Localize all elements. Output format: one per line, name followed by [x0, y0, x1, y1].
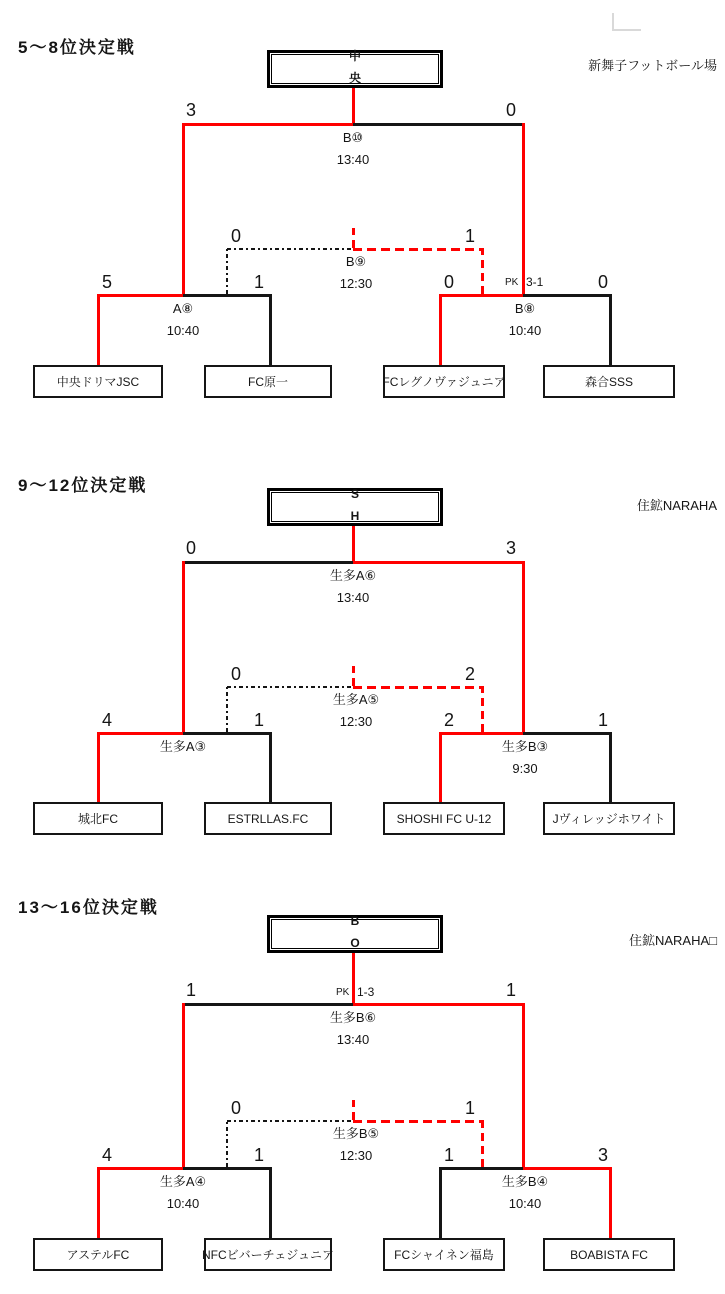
final-left-score: 3: [186, 100, 197, 120]
final-right-vertical: [522, 123, 525, 294]
team-box: BOABISTA FC: [543, 1238, 675, 1271]
semi-right-line-right: [523, 1167, 610, 1170]
consolation-line-left: [227, 686, 353, 688]
consolation-winner-tick: [352, 228, 355, 248]
consolation-line-right: [353, 248, 482, 251]
bracket-title: 13～16位決定戦: [18, 898, 159, 917]
final-match-time: 13:40: [336, 1032, 370, 1047]
final-winner-stem: [352, 526, 355, 561]
semi-left-right-score: 1: [254, 1145, 265, 1165]
champion-name: [267, 483, 443, 527]
semi-left-match-label: 生多A④: [159, 1174, 207, 1189]
consolation-left-vertical: [226, 248, 228, 294]
consolation-match-time: 12:30: [339, 1148, 373, 1163]
semi-right-match-time: 10:40: [508, 323, 542, 338]
consolation-right-vertical: [481, 248, 484, 294]
consolation-left-score: 0: [231, 226, 242, 246]
consolation-left-vertical: [226, 686, 228, 732]
champion-line2: O: [350, 936, 360, 950]
final-left-vertical: [182, 1003, 185, 1167]
team2-line: [269, 1167, 272, 1238]
champion-line2: 央: [348, 71, 361, 85]
bracket-title: 5～8位決定戦: [18, 38, 136, 57]
team2-line: [269, 294, 272, 365]
final-right-vertical: [522, 561, 525, 732]
semi-right-line-right: [523, 294, 610, 297]
semi-left-line-right: [183, 294, 270, 297]
semi-right-left-score: 1: [444, 1145, 455, 1165]
semi-left-line-left: [98, 1167, 183, 1170]
consolation-right-vertical: [481, 686, 484, 732]
team1-line: [97, 732, 100, 802]
semi-right-line-left: [440, 294, 523, 297]
semi-left-match-label: 生多A③: [159, 739, 207, 754]
consolation-line-right: [353, 1120, 482, 1123]
final-line-left: [183, 561, 353, 564]
pk-score: 3-1: [526, 275, 544, 289]
consolation-match-label: B⑨: [345, 254, 367, 269]
consolation-line-left: [227, 1120, 353, 1122]
pk-score: 1-3: [357, 985, 375, 999]
bracket-13-16: [0, 893, 725, 1294]
team-box: FC原一: [204, 365, 332, 398]
final-right-score: 1: [506, 980, 517, 1000]
page-corner-mark: [612, 13, 614, 30]
consolation-line-right: [353, 686, 482, 689]
final-right-score: 0: [506, 100, 517, 120]
bracket-title: 9～12位決定戦: [18, 476, 148, 495]
semi-left-right-score: 1: [254, 710, 265, 730]
semi-right-right-score: 1: [598, 710, 609, 730]
champion-name: [267, 45, 443, 89]
team4-line: [609, 1167, 612, 1238]
page-corner-mark: [612, 29, 641, 31]
final-winner-stem: [352, 88, 355, 123]
consolation-left-score: 0: [231, 1098, 242, 1118]
bracket-9-12: [0, 471, 725, 881]
semi-left-left-score: 4: [102, 1145, 113, 1165]
team3-line: [439, 294, 442, 365]
team-box: 森合SSS: [543, 365, 675, 398]
champion-line1: S: [350, 487, 359, 501]
team-box: Jヴィレッジホワイト: [543, 802, 675, 835]
champion-line1: B: [350, 914, 360, 928]
team4-line: [609, 732, 612, 802]
bracket-5-8: [0, 33, 725, 443]
venue-label: 住鉱NARAHA□: [628, 933, 717, 948]
venue-label: 住鉱NARAHA: [636, 498, 717, 513]
semi-left-line-right: [183, 732, 270, 735]
consolation-match-label: 生多B⑤: [332, 1126, 380, 1141]
semi-right-match-time: 10:40: [508, 1196, 542, 1211]
final-left-score: 0: [186, 538, 197, 558]
final-line-right: [353, 561, 523, 564]
team2-line: [269, 732, 272, 802]
consolation-winner-tick: [352, 1100, 355, 1120]
semi-right-line-left: [440, 732, 523, 735]
pk-label: PK: [505, 277, 519, 288]
semi-right-match-label: 生多B④: [501, 1174, 549, 1189]
semi-right-left-score: 2: [444, 710, 455, 730]
team-box: 城北FC: [33, 802, 163, 835]
consolation-match-time: 12:30: [339, 714, 373, 729]
semi-left-match-time: 10:40: [166, 323, 200, 338]
semi-right-right-score: 0: [598, 272, 609, 292]
semi-right-match-label: B⑧: [514, 301, 536, 316]
semi-left-line-left: [98, 294, 183, 297]
semi-right-right-score: 3: [598, 1145, 609, 1165]
final-line-left: [183, 123, 353, 126]
consolation-right-score: 1: [465, 1098, 476, 1118]
semi-right-line-left: [440, 1167, 523, 1170]
final-match-time: 13:40: [336, 152, 370, 167]
team-box: ESTRLLAS.FC: [204, 802, 332, 835]
final-match-label: B⑩: [342, 130, 364, 145]
consolation-right-score: 1: [465, 226, 476, 246]
semi-left-match-label: A⑧: [172, 301, 194, 316]
final-line-right: [353, 1003, 523, 1006]
champion-name: [267, 910, 443, 954]
semi-left-right-score: 1: [254, 272, 265, 292]
final-left-vertical: [182, 561, 185, 732]
consolation-match-label: 生多A⑤: [332, 692, 380, 707]
champion-line1: 中: [348, 49, 361, 63]
final-line-left: [183, 1003, 353, 1006]
final-winner-stem: [352, 953, 355, 1003]
consolation-left-score: 0: [231, 664, 242, 684]
semi-right-line-right: [523, 732, 610, 735]
team-box: FCシャイネン福島: [383, 1238, 505, 1271]
final-line-right: [353, 123, 523, 126]
semi-left-line-right: [183, 1167, 270, 1170]
team4-line: [609, 294, 612, 365]
semi-right-left-score: 0: [444, 272, 455, 292]
pk-label: PK: [336, 987, 350, 998]
team-box: SHOSHI FC U-12: [383, 802, 505, 835]
team1-line: [97, 1167, 100, 1238]
semi-right-match-time: 9:30: [512, 761, 538, 776]
team-box: FCレグノヴァジュニア: [383, 365, 505, 398]
semi-left-match-time: 10:40: [166, 1196, 200, 1211]
champion-line2: H: [350, 509, 360, 523]
semi-left-left-score: 5: [102, 272, 113, 292]
consolation-left-vertical: [226, 1120, 228, 1167]
final-right-score: 3: [506, 538, 517, 558]
team-box: 中央ドリマJSC: [33, 365, 163, 398]
team-box: アステルFC: [33, 1238, 163, 1271]
semi-right-match-label: 生多B③: [501, 739, 549, 754]
consolation-match-time: 12:30: [339, 276, 373, 291]
consolation-winner-tick: [352, 666, 355, 686]
final-match-label: 生多B⑥: [329, 1010, 377, 1025]
team3-line: [439, 732, 442, 802]
final-match-label: 生多A⑥: [329, 568, 377, 583]
venue-label: 新舞子フットボール場: [588, 58, 717, 73]
team-box: NFCビバーチェジュニア: [204, 1238, 332, 1271]
consolation-right-vertical: [481, 1120, 484, 1167]
final-left-vertical: [182, 123, 185, 294]
team1-line: [97, 294, 100, 365]
final-left-score: 1: [186, 980, 197, 1000]
semi-left-left-score: 4: [102, 710, 113, 730]
team3-line: [439, 1167, 442, 1238]
final-match-time: 13:40: [336, 590, 370, 605]
semi-left-line-left: [98, 732, 183, 735]
consolation-right-score: 2: [465, 664, 476, 684]
final-right-vertical: [522, 1003, 525, 1167]
consolation-line-left: [227, 248, 353, 250]
